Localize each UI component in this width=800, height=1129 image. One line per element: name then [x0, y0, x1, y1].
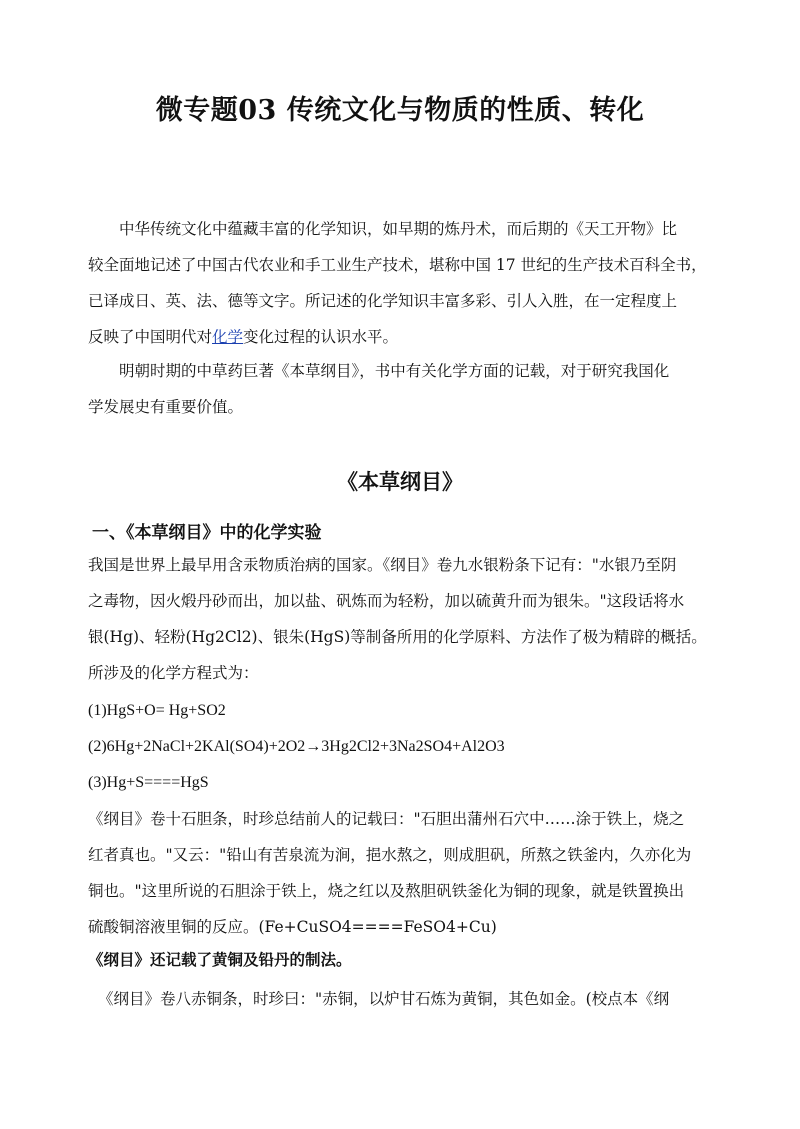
bold-statement: 《纲目》还记载了黄铜及铅丹的制法。 [88, 950, 352, 969]
intro-p1-line4-after: 变化过程的认识水平。 [243, 328, 399, 346]
section-p2-line2: 红者真也。"又云："铅山有苦泉流为涧，挹水熬之，则成胆矾，所熬之铁釜内，久亦化为 [88, 846, 692, 864]
section-p2-line1: 《纲目》卷十石胆条，时珍总结前人的记载曰："石胆出蒲州石穴中……涂于铁上，烧之 [88, 810, 685, 828]
section-p1-line1: 我国是世界上最早用含汞物质治病的国家。《纲目》卷九水银粉条下记有："水银乃至阴 [88, 556, 677, 574]
intro-p1-line2: 较全面地记述了中国古代农业和手工业生产技术，堪称中国 17 世纪的生产技术百科全书， [88, 256, 707, 274]
chemistry-link[interactable]: 化学 [212, 328, 244, 346]
intro-p1-line1: 中华传统文化中蕴藏丰富的化学知识，如早期的炼丹术，而后期的《天工开物》比 [119, 220, 678, 238]
equation-1: (1)HgS+O= Hg+SO2 [88, 702, 226, 719]
section-heading: 《本草纲目》 [337, 469, 463, 494]
section-p1-line4: 所涉及的化学方程式为： [88, 664, 259, 682]
section-p1-line2: 之毒物，因火煅丹砂而出，加以盐、矾炼而为轻粉，加以硫黄升而为银朱。"这段话将水 [88, 592, 685, 610]
page-title: 微专题03 传统文化与物质的性质、转化 [155, 95, 645, 126]
intro-p1-line3: 已译成日、英、法、德等文字。所记述的化学知识丰富多彩、引人入胜，在一定程度上 [88, 292, 678, 310]
intro-p1-line4 [88, 325, 716, 349]
intro-p1-line4-before: 反映了中国明代对 [88, 328, 213, 346]
section-p2-line3: 铜也。"这里所说的石胆涂于铁上，烧之红以及熬胆矾铁釜化为铜的现象，就是铁置换出 [88, 882, 685, 900]
section-p3-line1: 《纲目》卷八赤铜条，时珍曰："赤铜，以炉甘石炼为黄铜，其色如金。(校点本《纲 [98, 990, 670, 1008]
equation-2: (2)6Hg+2NaCl+2KAl(SO4)+2O2→3Hg2Cl2+3Na2SO4+Al2O3 [88, 738, 505, 755]
equation-3: (3)Hg+S====HgS [88, 774, 209, 791]
section-subheading: 一、《本草纲目》中的化学实验 [92, 523, 322, 543]
intro-p2-line1: 明朝时期的中草药巨著《本草纲目》，书中有关化学方面的记载，对于研究我国化 [119, 362, 670, 380]
section-p1-line3: 银(Hg)、轻粉(Hg2Cl2)、银朱(HgS)等制备所用的化学原料、方法作了极为精辟的概括。 [88, 628, 707, 646]
section-p2-line4: 硫酸铜溶液里铜的反应。(Fe+CuSO4====FeSO4+Cu) [88, 918, 497, 936]
intro-p2-line2: 学发展史有重要价值。 [88, 398, 244, 416]
